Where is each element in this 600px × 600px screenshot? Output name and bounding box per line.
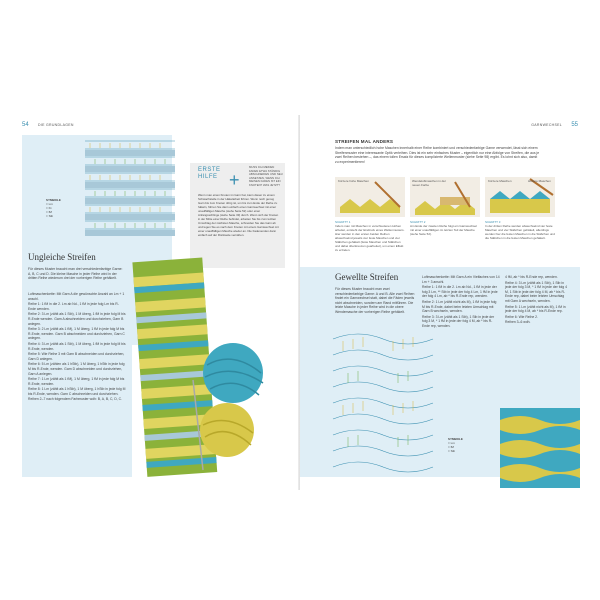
gewellte-title: Gewellte Streifen (335, 272, 399, 282)
ungleiche-line: Reihe 4: 3 Lm (zählt als 1 Stb), 1 M überg, 1 fM in jede folg M bis R-Ende, wenden. (28, 341, 126, 351)
gewellte-line: Reihe 2: 1 Lm (zählt nicht als M), 1 fM in jede folg M bis R-Ende, dabei beim letzten Umschlag mit Garn B wechseln, wenden. (422, 299, 497, 314)
symbol-lm-right: = Lm (448, 441, 455, 445)
streifen-intro: Indem man unterschiedlich hohe Maschen innerhalb einer Reihe kombiniert und verschiedenfarbige Garne verwendet, lässt sich einem Streifenmuster eine interessante Optik verleihen. Dies ist ein sehr einfaches Muster – eigentlich nur eine Abfolge von Streifen, die aus je zwei Reihen bestehen –, das einem tollen Ersatz für dieses komplizierte Wellenmuster (siehe Seite 98) ergibt. Es lohnt sich also, damit zu experimentieren! (335, 146, 540, 164)
gewellte-line: Reihe 1: 1 fM in die 2. Lm ab Nd., 1 fM in jede der folg 3 Lm, ** Stb in jede der folg 4 Lm, 1 fM in jede der folg 4 Lm, ab * bis R-Ende rep, wenden. (422, 285, 498, 299)
symbols-title: SYMBOLE (46, 198, 61, 202)
gewellte-line: Reihe 5: 1 Lm (zählt nicht als M), 1 fM in jede der folg 4 M, ab * bis R-Ende rep. (505, 304, 566, 314)
ungleiche-title: Ungleiche Streifen (28, 252, 96, 262)
step3-text: In der dritten Reihe werden abwechselnd vier feste Maschen und vier Stäbchen gehäkelt, allerdings werden hier die festen Maschen in die Stäbchen und die Stäbchen in die festen Maschen gehäkelt. (485, 224, 555, 240)
gewellte-col1 (422, 275, 500, 329)
step2-caption (410, 220, 480, 236)
streifen-title: STREIFEN MAL ANDERS (335, 139, 394, 144)
step1-caption (335, 220, 405, 252)
gewellte-line: 4 fM, ab * bis R-Ende rep, wenden. (505, 275, 558, 279)
ungleiche-line: Reihe 6: 5 Lm (zählen als 1 hStb), 1 M überg, 1 hStb in jede folg M bis R-Ende, wenden. Garn D abschneiden und durchziehen, Garn A anlegen. (28, 362, 125, 376)
step1-photo (335, 177, 405, 217)
right-page (300, 115, 580, 490)
erste-hilfe-question: MUSS ICH MEINEN FADEN ETWA STÄNDIG ABSCHNEIDEN UND NEU ANSETZEN, WENN ICH MEINEN FADEN IST EIN KNOTEN? WAS JETZT? (249, 165, 283, 187)
gewellte-intro: Für dieses Muster braucht man zwei verschiedenfarbige Garne: A und B. Alle zwei Reihen findet ein Garnwechsel statt, dabei die Fäden jeweils nicht abschneiden, sondern am Rand mitführen. Die letzte Masche in jeder Reihe wird in die obere Wendemasche der vorherigen Reihe gehäkelt. (335, 287, 415, 314)
step1-callout: Kürzere hohe Maschen (338, 179, 370, 183)
erste-hilfe-title (198, 167, 221, 180)
step2-callout: Wendeluftmaschen in der neuen Farbe (412, 179, 446, 187)
ungleiche-line: Reihe 5: Wie Reihe 3 mit Garn B abschneiden und durchziehen, Garn D anlegen. (28, 352, 125, 361)
symbols-title-right: SYMBOLE (448, 437, 463, 441)
ungleiche-line: Luftmaschenkette: Mit Garn A die gewünschte Anzahl an Lm + 1 anschl. (28, 292, 125, 301)
gewellte-line: Reihe 4: 3 Lm (zählt als 1 Stb), 1 Stb in jede der folg 3 M, * 1 fM in jede der folg 4 M, 1 Stb in jede der folg 4 M, ab * bis R-Ende rep, dabei beim letzten Umschlag mit Garn A wechseln, wenden. (505, 280, 568, 303)
step3-callout-high: Höhere Maschen (528, 179, 551, 183)
symbol-fm: = fM (46, 210, 52, 214)
step3-label: SCHRITT 3 (485, 220, 501, 224)
left-page (20, 115, 300, 490)
symbols-legend-right (448, 437, 478, 453)
stitch-chart-top (80, 135, 180, 240)
page-number-left: 54 (22, 122, 29, 128)
gewellte-line: Reihe 3: 3 Lm (zählt als 1 Stb), 1 Stb in jede der folg 3 M, * 1 fM in jede der folg 4 M, ab * bis R-Ende rep, wenden. (422, 314, 495, 328)
ungleiche-line: Reihe 3: 2 Lm (zählt als 1 fM), 1 M überg, 1 fM in jede folg M bis R-Ende, wenden. Garn B abschneiden und durchziehen, Garn C anlegen. (28, 327, 125, 341)
ungleiche-line: Reihe 7: 1 Lm (zählt als 1 fM), 1 M überg, 1 fM in jede folg M bis R-Ende, wenden. (28, 377, 125, 386)
erste-hilfe-line1: ERSTE (198, 167, 221, 173)
book-spread (20, 115, 580, 490)
step3-caption (485, 220, 557, 240)
gewellte-line: Luftmaschenkette: Mit Garn A ein Vielfaches von 14 Lm + 3 anschl. (422, 275, 500, 284)
step2-label: SCHRITT 2 (410, 220, 426, 224)
gewellte-col2 (505, 275, 567, 325)
step3-photo (485, 177, 555, 217)
symbol-lm: = Lm (46, 202, 53, 206)
symbol-kt: = Kt (46, 206, 52, 210)
ungleiche-intro: Für dieses Muster braucht man drei verschiedenfarbige Garne: A, B, C und D. Die kleine Masche in jeder Reihe wird in der dritten Reihe wiederum drei der vorherigen Reihe gehäkelt. (28, 267, 123, 281)
striped-swatch-photo (115, 255, 285, 485)
ungleiche-line: Reihe 2: 3 Lm (zählt als 1 Stb), 1 M überg, 1 fM in jede folg M bis R-Ende wenden. Garn A abschneiden und durchziehen, Garn B anlegen. (28, 312, 126, 326)
running-head-left: DIE GRUNDLAGEN (38, 123, 74, 127)
symbol-stb-right: = Stb (448, 449, 456, 453)
step1-text: Indem man mit Maschen in verschiedenen Höhen arbeitet, entsteht der Eindruck eines Wellenmusters. Hier werden in den ersten beiden Reihen abwechselnd jeweils vier feste Maschen und vier Stäbchen gehäkelt (feste Maschen und Stäbchen und dabei überkreuzen gearbeitet), um einen Effekt zu erzielen. (335, 224, 405, 252)
wave-stitch-chart (328, 327, 438, 482)
ungleiche-line: Reihe 8: 1 Lm (zählt als 1 hStb), 1 M überg, 1 hStb in jede folg M bis R-Ende, wenden. Garn C abschneiden und durchziehen. (28, 387, 126, 396)
ungleiche-instructions (28, 292, 126, 402)
step2-text: Am Ende der zweiten Reihe folgt ein Garnwechsel mit einer unauffälligen im letzten Teil der Masche (siehe Seite 52). (410, 224, 477, 236)
erste-hilfe-line2: HILFE (198, 173, 218, 180)
symbols-legend-left (46, 198, 76, 218)
wavy-swatch-photo (500, 408, 580, 488)
symbol-fm-right: = fM (448, 445, 454, 449)
page-number-right: 55 (571, 122, 578, 128)
step3-callout-short: Kürzere Maschen (488, 179, 512, 183)
ungleiche-line: Reihe 1: 1 fM in die 2. Lm ab Nd., 1 fM in jede folg Lm bis R-Ende wenden. (28, 302, 119, 311)
ungleiche-line: Reihen 2–7 nach folgendem Farbmuster wdh: B, A, B, C, D, C. (28, 397, 123, 402)
gewellte-line: Reihe 6: Wie Reihe 2. (505, 314, 538, 319)
erste-hilfe-body: Wenn man einen Knoten im Garn hat, kann dieser zu einem Schwachstelle in der Häkelarbeit führen. Wenn noch genug Garn bis zum Knoten übrig ist, um bis zum Ende der Reihe zu häkeln, führen Sie dann einfach einen Garnwechsel mit einer unauffälligen Masche (siehe Seite 52) oder einer Anfangsschlinge (siehe Seite 33) durch. Wenn sich der Knoten in der Mitte einer Reihe befindet, arbeiten Sie bis zum letzten Umschlag der nächsten Masche, schneiden Sie das Garn ab und legen Sie es nach dem Knoten mit einem Garnwechsel mit einer unauffälligen Masche wieder an. Die Fadenenden dann einfach auf der Rückseite vernähen. (198, 193, 279, 237)
running-head-right: GARNWECHSEL (531, 123, 562, 127)
gewellte-line: Reihen 3–6 wdh. (505, 320, 531, 325)
step1-label: SCHRITT 1 (335, 220, 351, 224)
plus-icon: + (229, 170, 240, 190)
symbol-stb: = Stb (46, 214, 54, 218)
